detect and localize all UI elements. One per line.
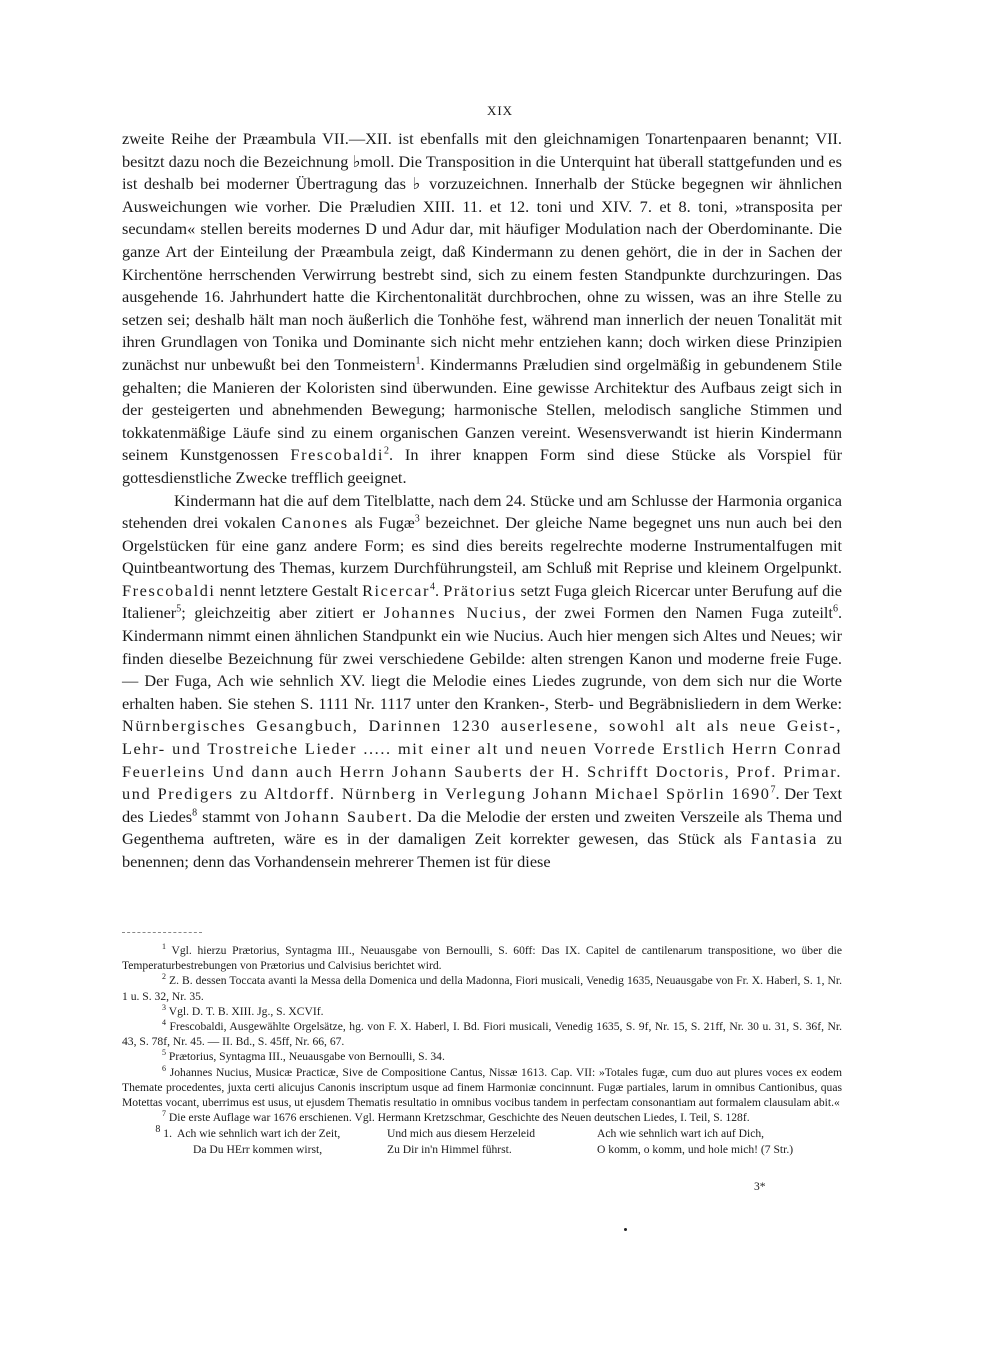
paragraph-1 bbox=[122, 128, 842, 490]
print-speck bbox=[624, 1228, 627, 1231]
page-number: XIX bbox=[486, 103, 514, 118]
verse-line: Ach wie sehnlich wart ich der Zeit, bbox=[177, 1127, 341, 1141]
footnote-number: 5 bbox=[162, 1048, 166, 1058]
footnote-divider bbox=[122, 932, 202, 933]
footnote-text: Die erste Auflage war 1676 erschienen. Vgl. Hermann Kretzschmar, Geschichte des Neuen deutschen Liedes, I. Teil, S. 128f. bbox=[168, 1111, 750, 1125]
gesangbuch-title: Nürnbergisches Gesangbuch, Darinnen 1230 auserlesene, sowohl alt als neue Geist-, Lehr- und Trostreiche Lieder ..... mit einer alt und neuen Vorrede Erstlich Herrn Conrad Feuerleins Und dann auch Herrn Johann Sauberts der H. Schrifft Doctoris, Prof. Primar. und Predigers zu Altdorff. Nürnberg in Verlegung Johann Michael Spörlin 1690 bbox=[122, 716, 842, 804]
name-praetorius: Prätorius bbox=[443, 580, 517, 600]
verse-line: Da Du HErr kommen wirst, bbox=[193, 1142, 323, 1156]
footnote-ref-6: 6 bbox=[832, 604, 838, 616]
footnote-8-verse bbox=[122, 1126, 842, 1156]
footnote-number: 4 bbox=[162, 1018, 166, 1028]
paragraph-2-text-i: . Kindermann nimmt einen ähnlichen Standpunkt ein wie Nucius. Auch hier mengen sich Altes und Neues; wir finden dieselbe Bezeichnung für zwei verschiedene Gebilde: alten strengen Kanon und moderne freie Fuge. — Der Fuga, Ach wie sehnlich XV. liegt die Melodie eines Liedes zugrunde, von dem sich nur die Worte erhalten haben. Sie stehen S. 1111 Nr. 1117 unter den Kranken-, Sterb- und Begräbnisliedern in dem Werke: bbox=[122, 603, 843, 713]
verse-column-2 bbox=[387, 1126, 597, 1156]
footnote-1 bbox=[122, 943, 842, 973]
footnote-ref-1: 1 bbox=[415, 355, 421, 367]
footnote-number: 7 bbox=[162, 1109, 166, 1119]
paragraph-2-text-e: . bbox=[435, 580, 444, 600]
footnote-6 bbox=[122, 1065, 842, 1111]
term-fantasia: Fantasia bbox=[750, 829, 818, 849]
footnote-text: Frescobaldi, Ausgewählte Orgelsätze, hg. von F. X. Haberl, I. Bd. Fiori musicali, Venedig 1635, S. 9f, Nr. 15, S. 21ff, Nr. 30 u. 31, S. 36f, Nr. 43, S. 78f, Nr. 45. — II. Bd., S. 45ff, Nr. 66, 67. bbox=[122, 1020, 842, 1049]
footnote-ref-3: 3 bbox=[414, 513, 420, 525]
paragraph-2 bbox=[122, 490, 842, 874]
paragraph-2-text-c: bezeichnet. Der gleiche Name begegnet uns nun auch bei den Orgelstücken für eine ganz andere Form; es sind dies bereits regelrechte moderne Instrumentalfugen mit Quintbeantwortung des Themas, kurzem Durchführungsteil, am Schluß mit Reprise und kleinem Orgelpunkt. bbox=[122, 513, 842, 578]
footnote-5 bbox=[122, 1049, 842, 1064]
main-text bbox=[122, 128, 842, 874]
verse-column-1 bbox=[177, 1126, 387, 1156]
verse-line: Zu Dir in'n Himmel führst. bbox=[387, 1142, 512, 1156]
paragraph-2-text-j: . Der Text des Liedes bbox=[122, 784, 842, 826]
verse-line: Ach wie sehnlich wart ich auf Dich, bbox=[597, 1127, 765, 1141]
footnote-text: Prætorius, Syntagma III., Neuausgabe von Bernoulli, S. 34. bbox=[168, 1050, 445, 1064]
paragraph-2-text-g: ; gleichzeitig aber zitiert er bbox=[181, 603, 384, 623]
footnote-text: Vgl. hierzu Prætorius, Syntagma III., Neuausgabe von Bernoulli, S. 60ff: Das IX. Capitel de cantilenarum transpositione, wo über die Temperaturbestrebungen von Prætorius und Calvisius berichtet wird. bbox=[122, 944, 842, 973]
paragraph-2-text-b: als Fugæ bbox=[348, 513, 415, 533]
footnote-text: Z. B. dessen Toccata avanti la Messa della Domenica und della Madonna, Fiori musicali, Venedig 1635, Neuausgabe von Fr. X. Haberl, S. 1, Nr. 1 u. S. 32, Nr. 35. bbox=[122, 974, 842, 1003]
footnote-8-number bbox=[122, 1126, 177, 1156]
footnote-4 bbox=[122, 1019, 842, 1049]
term-canones: Canones bbox=[281, 513, 349, 533]
footnote-ref-4: 4 bbox=[430, 581, 436, 593]
footnote-number: 2 bbox=[162, 972, 166, 982]
footnote-number: 1 bbox=[162, 942, 166, 952]
verse-number: 1. bbox=[163, 1127, 172, 1141]
paragraph-1-text-c: . In ihrer knappen Form sind diese Stücke als Vorspiel für gottesdienstliche Zwecke trefflich geeignet. bbox=[122, 445, 842, 487]
name-frescobaldi-2: Frescobaldi bbox=[122, 580, 216, 600]
footnote-text: Vgl. D. T. B. XIII. Jg., S. XCVIf. bbox=[168, 1004, 324, 1018]
footnote-text: Johannes Nucius, Musicæ Practicæ, Sive de Compositione Cantus, Nissæ 1613. Cap. VII: »Totales fugæ, cum duo aut plures voces ex eodem Themate procedentes, juxta certi alicujus Canonis inscriptum usque ad finem Harmoniæ concinnunt. Fugæ partiales, larum in omnibus Cantionibus, quas Motettas vocant, uberrimus est usus, ut ejusdem Thematis resultatio in omnibus vocibus tandem in perfectam consonantiam aut formalem clausulam abit.« bbox=[122, 1065, 842, 1110]
footnote-number: 3 bbox=[162, 1002, 166, 1012]
footnote-ref-8: 8 bbox=[192, 807, 198, 819]
name-nucius: Johannes Nucius bbox=[383, 603, 523, 623]
name-saubert: Johann Saubert bbox=[284, 806, 408, 826]
paragraph-1-text-b: . Kindermanns Præludien sind orgelmäßig in gebundenem Stile gehalten; die Manieren der Koloristen sind überwunden. Eine gewisse Architektur des Aufbaus zeigt sich in der gesteigerten und abnehmenden Bewegung; harmonische Stellen, melodisch sangliche Stimmen und tokkatenmäßige Läufe sind zu einem organischen Ganzen vereint. Wesensverwandt ist hierin Kindermann seinem Kunstgenossen bbox=[122, 354, 842, 465]
verse-line: O komm, o komm, und hole mich! (7 Str.) bbox=[597, 1142, 794, 1156]
footnote-number: 8 bbox=[155, 1124, 161, 1136]
footnote-7 bbox=[122, 1110, 842, 1125]
paragraph-1-text: zweite Reihe der Præambula VII.—XII. ist ebenfalls mit den gleichnamigen Tonartenpaaren benannt; VII. besitzt dazu noch die Bezeichnung ♭moll. Die Transposition in die Unterquint hat überall stattgefunden und es ist deshalb bei moderner Übertragung das ♭ vorzuzeichnen. Innerhalb der Stücke begegnen wir ähnlichen Ausweichungen wie vorher. Die Præludien XIII. 11. et 12. toni und XIV. 7. et 8. toni, »transposita per secundam« stellen bereits modernes D und Adur dar, mit häufiger Modulation nach der Oberdominante. Die ganze Art der Einteilung der Præambula zeigt, daß Kindermann zu denen gehört, die in der in Sachen der Kirchentöne herrschenden Verwirrung bestrebt sind, sich zu einem festen Standpunkte durchzuringen. Das ausgehende 16. Jahrhundert hatte die Kirchentonalität durchbrochen, ohne zu wissen, was an ihre Stelle zu setzen sei; deshalb hält man noch äußerlich die Tonhöhe fest, während man innerlich der neuen Tonalität mit ihren Grundlagen von Tonika und Dominante sich nicht mehr entziehen kann; doch wirken diese Prinzipien zunächst nur unbewußt bei den Tonmeistern bbox=[122, 129, 842, 374]
paragraph-2-text-f: setzt Fuga gleich Ricercar unter Berufung auf die Italiener bbox=[122, 580, 843, 623]
footnote-2 bbox=[122, 973, 842, 1003]
paragraph-2-text-a: Kindermann hat die auf dem Titelblatte, nach dem 24. Stücke und am Schlusse der Harmonia organica stehenden drei vokalen bbox=[122, 490, 842, 533]
name-frescobaldi: Frescobaldi bbox=[290, 445, 384, 465]
paragraph-2-text-k: stammt von bbox=[197, 806, 285, 826]
paragraph-2-text-d: nennt letztere Gestalt bbox=[215, 580, 363, 600]
footnote-ref-5: 5 bbox=[176, 604, 182, 616]
footnote-number: 6 bbox=[162, 1063, 166, 1073]
paragraph-2-text-h: , der zwei Formen den Namen Fuga zuteilt bbox=[522, 603, 833, 623]
footnotes bbox=[122, 943, 842, 1157]
footnote-ref-7: 7 bbox=[770, 784, 776, 796]
verse-line: Und mich aus diesem Herzeleid bbox=[387, 1127, 536, 1141]
paragraph-2-text-m: zu benennen; denn das Vorhandensein mehrerer Themen ist für diese bbox=[122, 829, 843, 871]
verse-column-3 bbox=[597, 1126, 827, 1156]
footnote-ref-2: 2 bbox=[383, 445, 389, 457]
footnote-3 bbox=[122, 1004, 842, 1019]
term-ricercar: Ricercar bbox=[362, 580, 431, 600]
paragraph-2-text-l: . Da die Melodie der ersten und zweiten Verszeile als Thema und Gegenthema auftreten, wäre es in der damaligen Zeit korrekter gewesen, das Stück als bbox=[122, 806, 842, 849]
sheet-signature: 3* bbox=[754, 1181, 766, 1193]
